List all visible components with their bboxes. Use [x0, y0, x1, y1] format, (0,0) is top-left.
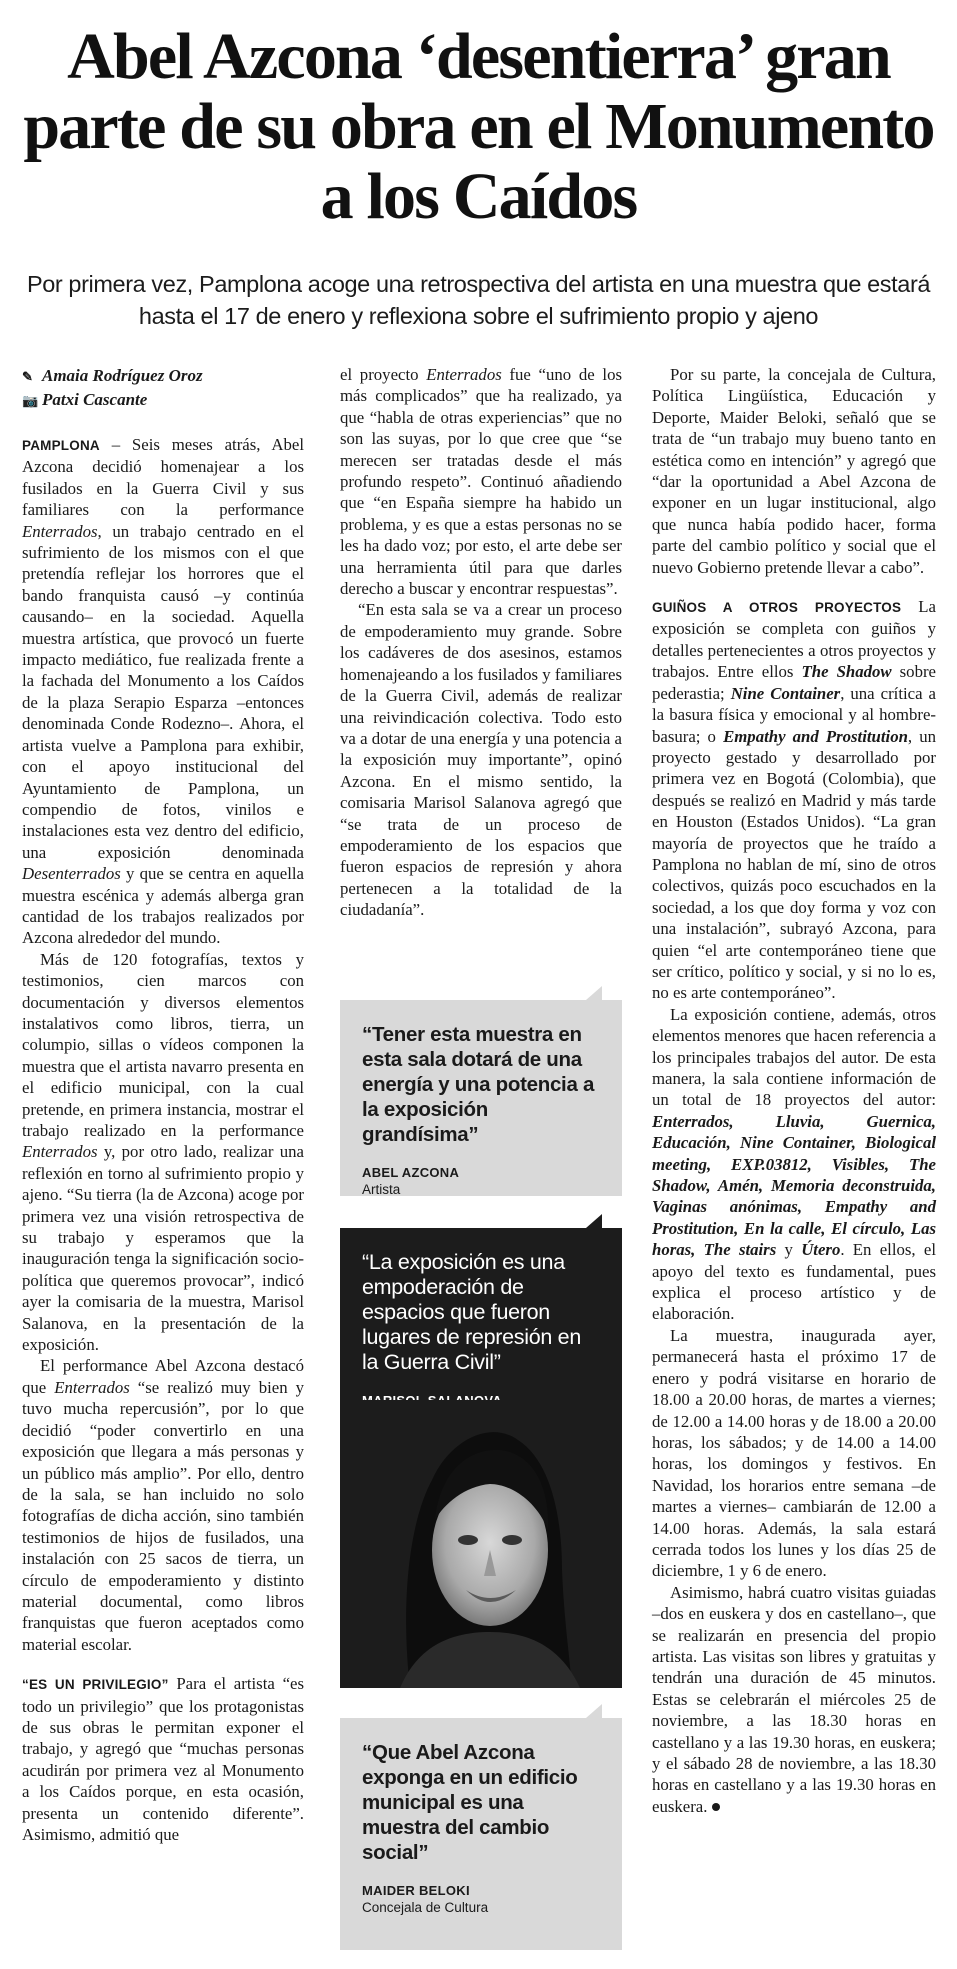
pull-quote-abel-azcona: [340, 1000, 622, 1196]
text: – Seis meses atrás, Abel Azcona decidió homenajear a los fusilados en la Guerra Civil y sus familiares con la performance: [22, 435, 304, 520]
quote-name: ABEL AZCONA: [362, 1165, 460, 1180]
article-column-1: [22, 364, 304, 1845]
speech-notch: [586, 986, 602, 1000]
photographer-byline: [22, 388, 304, 412]
paragraph: [340, 599, 622, 920]
pull-quote-maider-beloki: [340, 1718, 622, 1950]
subheadline: Por primera vez, Pamplona acoge una retrospectiva del artista en una muestra que estará hasta el 17 de enero y reflexiona sobre el sufrimiento propio y ajeno: [26, 271, 931, 329]
text: Por su parte, la concejala de Cultura, Política Lingüística, Educación y Deporte, Maider Beloki, señaló que se trata de “un trabajo muy bueno tanto en estética como en intención” y agregó que “dar la oportunidad a Abel Azcona de exponer en un lugar institucional, algo que nunca había podido hacer, forma parte del cambio político y social que el nuevo Gobierno pretende llevar a cabo”.: [652, 365, 936, 577]
paragraph: [652, 364, 936, 578]
text: La exposición se completa con guiños y detalles pertenecientes a otros proyectos y trabajos. Entre ellos: [652, 597, 936, 682]
text: , un trabajo centrado en el sufrimiento de los mismos con el que pretendía reflejar los horrores que el bando franquista causó –y continúa causando– en la sociedad. Aquella muestra artística, que provocó un fuerte impacto mediático, fue realizada frente a la fachada del Monumento a los Caídos de la plaza Serapio Esparza –entonces denominada Conde Rodezno–. Ahora, el artista vuelve a Pamplona para exhibir, con el apoyo institucional del Ayuntamiento de Pamplona, un compendio de fotos, vinilos e instalaciones esta vez dentro del edificio, una exposición denominada: [22, 521, 304, 862]
paragraph: [22, 949, 304, 1356]
text: Más de 120 fotografías, textos y testimonios, cien marcos con documentación y diversos elementos instalativos como libros, tierra, un columpio, sillas o vídeos componen la muestra que el artista navarro presenta en el edificio municipal, con la cual pretende, en primera instancia, mostrar el trabajo realizado en la performance: [22, 949, 304, 1140]
text: El performance Abel Azcona destacó que: [22, 1356, 304, 1397]
quote-role: Artista: [362, 1182, 401, 1197]
work-title: Desenterrados: [22, 864, 121, 884]
work-title: Enterrados: [54, 1377, 130, 1397]
end-mark-icon: [712, 1803, 720, 1811]
text: Para el artista “es todo un privilegio” que los protagonistas de sus obras le permitan exponer el trabajo, y agregó que “muchas personas acudirán por primera vez al Monumento a los Caídos porque, en esta ocasión, presenta un contenido diferente”. Asimismo, admitió que: [22, 1674, 305, 1844]
text: “se realizó muy bien y tuvo mucha repercusión”, por lo que decidió “poder convertirlo en una exposición que llegara a más personas y un público más amplio”. Por ello, dentro de la sala, se han incluido no solo fotografías de dicha acción, sino también testimonios de hijos de fusilados, una instalación con 25 sacos de tierra, un círculo de empoderamiento y distinto material documental, como libros franquistas que fueron aceptados como material escolar.: [22, 1377, 304, 1654]
headline: Abel Azcona ‘desentierra’ gran parte de su obra en el Monumento a los Caídos: [23, 20, 934, 233]
text: La exposición contiene, además, otros elementos menores que hacen referencia a los principales trabajos del autor. De esta manera, la sala contiene información de un total de 18 proyectos del autor:: [652, 1004, 936, 1110]
portrait-photo: [340, 1400, 622, 1688]
dateline: PAMPLONA: [22, 438, 100, 453]
paragraph: [22, 1673, 304, 1845]
quote-name: MAIDER BELOKI: [362, 1883, 470, 1898]
speech-notch: [586, 1214, 602, 1228]
speech-notch: [586, 1704, 602, 1718]
camera-icon: 📷: [22, 393, 39, 408]
pencil-icon: ✎: [22, 369, 33, 384]
paragraph: [652, 1004, 936, 1325]
paragraph: [22, 434, 304, 949]
quote-role: Concejala de Cultura: [362, 1900, 489, 1915]
paragraph: [340, 364, 622, 599]
text: sobre pederastia;: [652, 662, 937, 703]
photographer-name: Patxi Cascante: [42, 390, 148, 409]
paragraph: [22, 1355, 304, 1655]
work-titles-list: Enterrados, Lluvia, Guernica, Educación, Nine Container, Biological meeting, EXP.03812, Visibles, The Shadow, Amén, Memoria deconstruida, Vaginas anónimas, Empathy and Prostitution, En la calle, El círculo, Las horas, The stairs: [652, 1111, 936, 1260]
text: , una crítica a la basura física y emocional y al hombre-basura; o: [652, 683, 936, 746]
text: , un proyecto gestado y desarrollado por primera vez en Bogotá (Colombia), que después se realizó en Madrid y más tarde en Houston (Estados Unidos). “La gran mayoría de proyectos que he traído a Pamplona no hablan de mí, sino de otros colectivos, quizás poco escuchados en la sociedad, a los que doy forma y voz con una instalación”, subrayó Azcona, para quien “el arte contemporáneo tiene que ser crítico, político y social, y si no lo es, no es arte contemporáneo”.: [652, 726, 936, 1003]
work-title: Enterrados: [426, 365, 502, 384]
work-title: Útero: [801, 1240, 841, 1260]
text: el proyecto: [340, 365, 427, 384]
work-title: The Shadow: [801, 662, 892, 682]
section-kicker: “ES UN PRIVILEGIO”: [22, 1677, 169, 1693]
text: Asimismo, habrá cuatro visitas guiadas –dos en euskera y dos en castellano–, que se realizarán en presencia del propio artista. Las visitas son libres y gratuitas y tendrán una duración de 45 minutos. Estas se celebrarán el miércoles 25 de noviembre, a las 18.30 horas en castellano y a las 19.30 horas, en euskera; y el sábado 28 de noviembre, a las 18.30 horas en castellano y a las 19.30 horas en euskera.: [652, 1582, 936, 1816]
article-column-2: [340, 364, 622, 921]
text: . En ellos, el apoyo del texto es fundamental, pues explica el proceso artístico y de elaboración.: [652, 1240, 936, 1324]
text: y, por otro lado, realizar una reflexión en torno al sufrimiento propio y ajeno. “Su tierra (la de Azcona) acoge por primera vez una visión retrospectiva de su trabajo y esperamos que la inauguración tenga la significación socio-política que queremos provocar”, indicó ayer la comisaria de la muestra, Marisol Salanova, en la presentación de la exposición.: [22, 1142, 304, 1355]
quote-text: “Que Abel Azcona exponga en un edificio municipal es una muestra del cambio social”: [362, 1741, 578, 1864]
section-kicker: GUIÑOS A OTROS PROYECTOS: [652, 600, 902, 616]
text: La muestra, inaugurada ayer, permanecerá hasta el próximo 17 de enero y podrá visitarse en horario de 18.00 a 20.00 horas, de martes a viernes; de 12.00 a 14.00 horas y de 18.00 a 20.00 horas, los sábados; y de 14.00 a 14.00 horas, los domingos y festivos. En Navidad, los horarios entre semana –de martes a viernes– cambiarán de 12.00 a 14.00 horas. Además, la sala estará cerrada todos los lunes y los días 25 de diciembre, 1 y 6 de enero.: [652, 1325, 936, 1581]
text: fue “uno de los más complicados” que ha realizado, ya que “habla de otras experiencias” que no son las suyas, por lo que cree que “se merecen ser tratadas desde el más profundo respeto”. Continuó añadiendo que “en España siempre ha habido un problema, y es que a estas personas no se les ha dado voz; por esto, el arte debe ser una herramienta útil para que darles derecho a buscar y encontrar respuestas”.: [340, 365, 622, 599]
work-title: Empathy and Prostitution: [723, 726, 908, 746]
text: “En esta sala se va a crear un proceso de empoderamiento muy grande. Sobre los cadáveres de dos asesinos, estamos homenajeando a los fusilados y familiares de la Guerra Civil, además de realizar una reivindicación colectiva. Todo esto va a dotar de una energía y una potencia a la exposición muy importante”, opinó Azcona. En el mismo sentido, la comisaria Marisol Salanova agregó que “se trata de un proceso de empoderamiento de los espacios que fueron espacios de represión y ahora pertenecen a la totalidad de la ciudadanía”.: [340, 600, 622, 920]
paragraph: [652, 596, 936, 1004]
work-title: Nine Container: [730, 683, 841, 703]
paragraph: [652, 1325, 936, 1582]
article-column-3: [652, 364, 936, 1817]
paragraph: [652, 1582, 936, 1817]
text: y: [776, 1240, 802, 1260]
work-title: Enterrados: [22, 521, 98, 541]
author-name: Amaia Rodríguez Oroz: [42, 366, 203, 385]
text: y que se centra en aquella muestra escénica y además alberga gran cantidad de los trabajos realizados por Azcona alrededor del mundo.: [22, 864, 304, 948]
quote-text: “Tener esta muestra en esta sala dotará de una energía y una potencia a la exposición grandísima”: [362, 1023, 595, 1146]
quote-text: “La exposición es una empoderación de espacios que fueron lugares de represión en la Guerra Civil”: [362, 1250, 581, 1374]
work-title: Enterrados: [22, 1142, 98, 1162]
author-byline: [22, 364, 304, 388]
